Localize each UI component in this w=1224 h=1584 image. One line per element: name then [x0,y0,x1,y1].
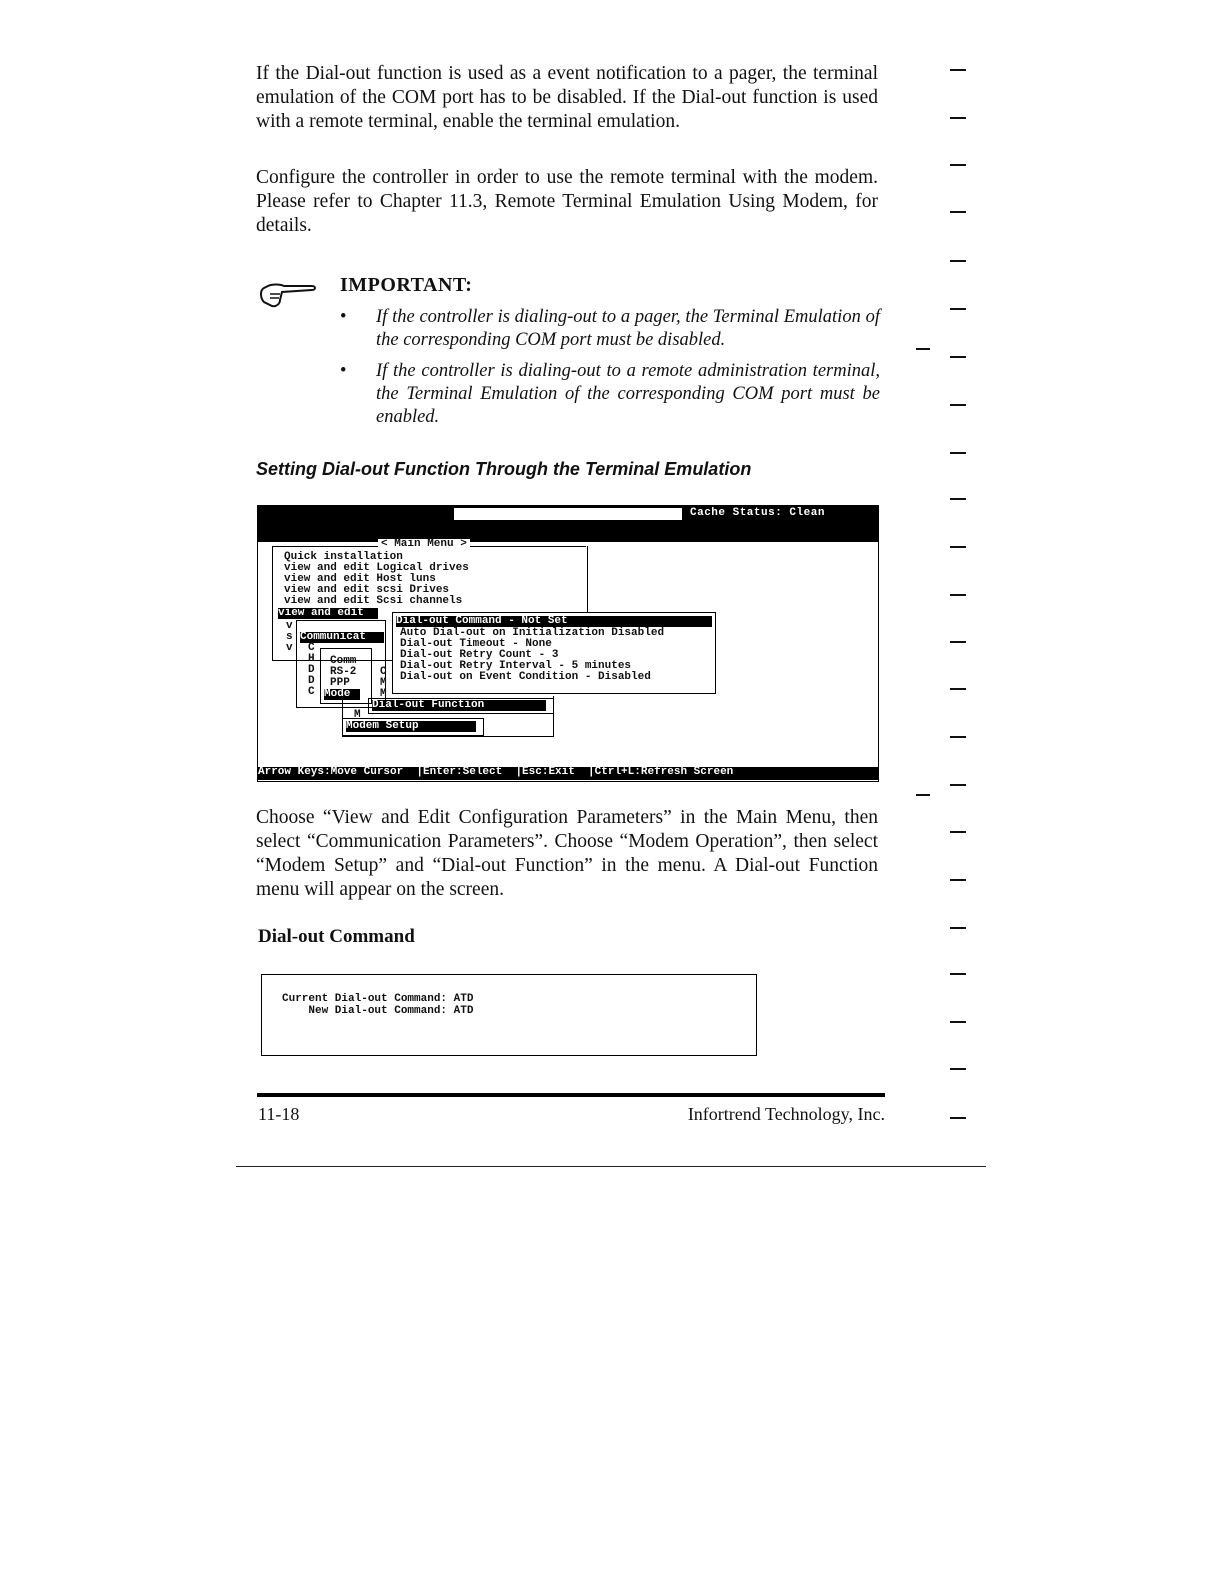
menu-item-quick-installation[interactable]: Quick installation [284,551,403,563]
sub-letter-m: M [380,677,387,689]
col1-letter-v2: v [286,642,293,654]
menu-item-scsi-channels[interactable]: view and edit Scsi channels [284,595,463,607]
menu-item-logical-drives[interactable]: view and edit Logical drives [284,562,469,574]
modem-setup-letter-m: M [354,709,361,721]
margin-mark [950,831,966,833]
new-dialout-command[interactable]: New Dial-out Command: ATD [282,1005,474,1017]
comm-item-rs232[interactable]: RS-2 [330,666,357,678]
menu-item-view-edit-selected[interactable]: view and edit [278,608,378,619]
dialout-function-selected[interactable]: Dial-out Function [372,700,546,711]
dialout-command-heading: Dial-out Command [258,926,415,947]
bullet-remote-terminal: • If the controller is dialing-out to a remote administration terminal, the Terminal Emulation of the corresponding COM port must be enabled. [340,360,880,429]
margin-mark [950,594,966,596]
margin-mark [950,879,966,881]
modem-operation-selected[interactable]: Mode [324,689,360,700]
page-bottom-rule [236,1166,986,1167]
terminal-status-bar: Arrow Keys:Move Cursor |Enter:Select |Esc:Exit |Ctrl+L:Refresh Screen [258,767,878,780]
margin-mark [950,1021,966,1023]
margin-mark [950,308,966,310]
margin-mark [950,356,966,358]
comm-item-ppp[interactable]: PPP [330,677,350,689]
margin-mark [950,736,966,738]
dialout-command-box [261,974,757,1056]
margin-mark [950,117,966,119]
terminal-screenshot [257,505,879,782]
margin-mark [950,546,966,548]
margin-mark [950,164,966,166]
sub-letter-c: C [380,666,387,678]
margin-mark [950,1117,966,1119]
footer-rule [257,1093,885,1097]
pointing-hand-icon [258,276,318,308]
bullet-pager: • If the controller is dialing-out to a pager, the Terminal Emulation of the corresponding COM port must be disabled. [340,306,880,352]
margin-mark [916,794,930,796]
terminal-title-bar [258,506,878,542]
menu-item-host-luns[interactable]: view and edit Host luns [284,573,436,585]
col1-letter-v: v [286,620,293,632]
dialout-retry-interval[interactable]: Dial-out Retry Interval - 5 minutes [400,660,632,672]
margin-mark [950,688,966,690]
comm-letter-d2: D [308,675,315,687]
footer-company: Infortrend Technology, Inc. [687,1104,885,1124]
sub-letter-m2: M [380,688,387,700]
dialout-timeout[interactable]: Dial-out Timeout - None [400,638,552,650]
margin-mark [916,348,930,350]
dialout-event-condition[interactable]: Dial-out on Event Condition - Disabled [400,671,651,683]
terminal-title-box [454,508,682,520]
cache-status: Cache Status: Clean [690,507,825,519]
comm-letter-c: C [308,642,315,654]
current-dialout-command: Current Dial-out Command: ATD [282,993,474,1005]
dialout-retry-count[interactable]: Dial-out Retry Count - 3 [400,649,559,661]
margin-mark [950,404,966,406]
comm-item-comm[interactable]: Comm [330,655,357,667]
important-title: IMPORTANT: [340,274,473,296]
margin-mark [950,1068,966,1070]
margin-mark [950,973,966,975]
main-menu-title: < Main Menu > [378,539,470,551]
paragraph-choose-menu: Choose “View and Edit Configuration Parameters” in the Main Menu, then select “Communication Parameters”. Choose “Modem Operation”, then select “Modem Setup” and “Dial-out Function” in the menu. A Dial-out Function menu will appear on the screen. [256,807,878,900]
paragraph-configure-controller: Configure the controller in order to use the remote terminal with the modem. Please refer to Chapter 11.3, Remote Terminal Emulation Using Modem, for details. [256,167,878,236]
communication-selected[interactable]: Communicat [300,632,384,643]
dialout-command-selected[interactable]: Dial-out Command - Not Set [396,616,712,627]
page-number: 11-18 [258,1104,300,1124]
comm-letter-c2: C [308,686,315,698]
margin-mark [950,927,966,929]
col1-letter-s: s [286,631,293,643]
modem-setup-selected[interactable]: Modem Setup [346,721,476,732]
comm-letter-h: H [308,653,315,665]
comm-letter-d: D [308,664,315,676]
dialout-auto-initialization[interactable]: Auto Dial-out on Initialization Disabled [400,627,665,639]
margin-mark [950,641,966,643]
section-heading: Setting Dial-out Function Through the Terminal Emulation [256,459,752,479]
margin-mark [950,260,966,262]
margin-mark [950,498,966,500]
margin-mark [950,784,966,786]
menu-item-scsi-drives[interactable]: view and edit scsi Drives [284,584,450,596]
margin-mark [950,69,966,71]
important-bullet-list [340,306,880,437]
margin-mark [950,211,966,213]
paragraph-dialout-notification: If the Dial-out function is used as a event notification to a pager, the terminal emulation of the COM port has to be disabled. If the Dial-out function is used with a remote terminal, enable the terminal emulation. [256,63,878,132]
margin-mark [950,452,966,454]
